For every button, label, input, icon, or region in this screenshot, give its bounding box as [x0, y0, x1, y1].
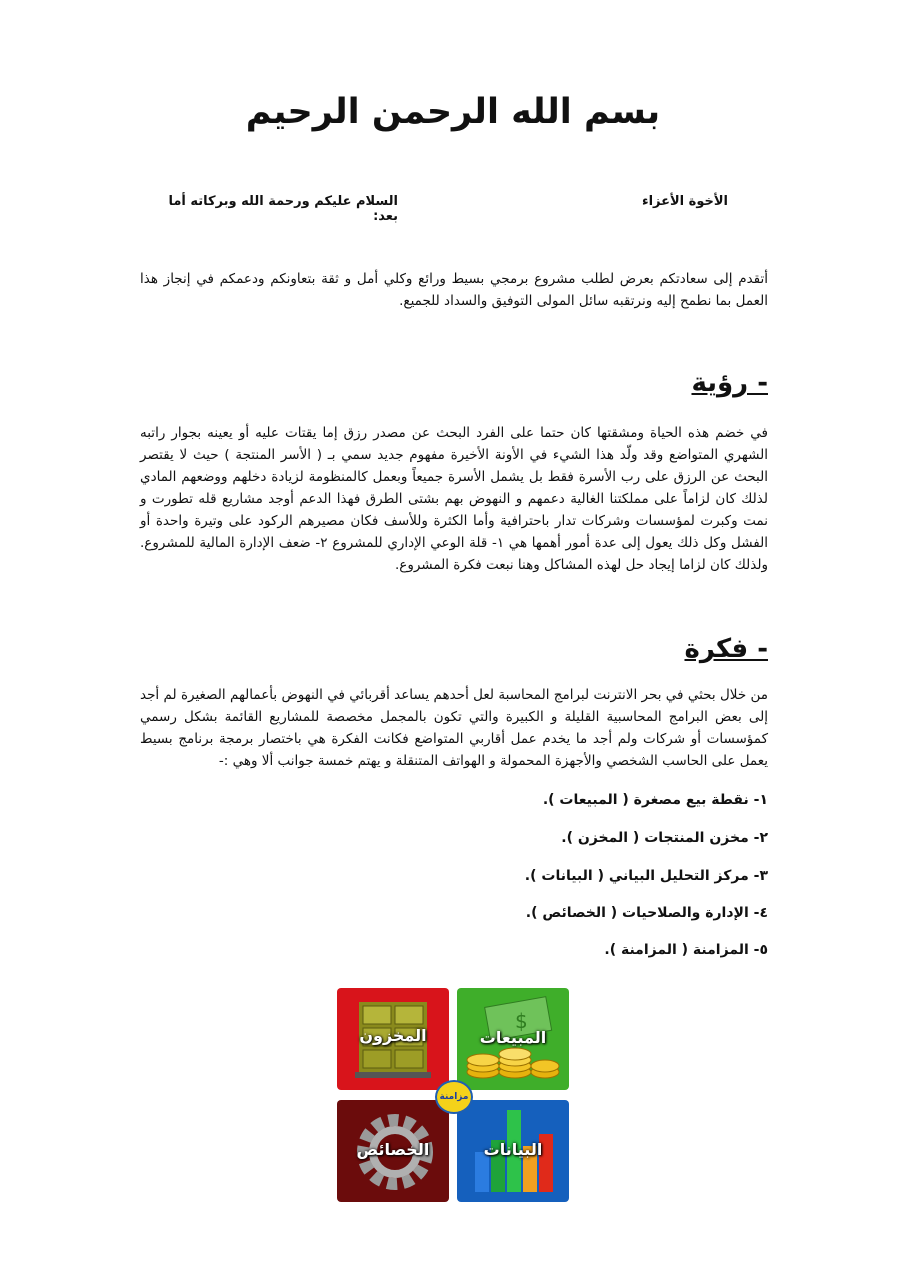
- sales-label: المبيعات: [479, 1028, 547, 1047]
- idea-heading: - فكرة: [684, 634, 768, 664]
- properties-tile: [337, 1100, 449, 1202]
- sync-badge: [435, 1080, 473, 1114]
- data-label: البيانات: [483, 1140, 543, 1159]
- list-item: ٤- الإدارة والصلاحيات ( الخصائص ).: [525, 905, 768, 921]
- properties-label: الخصائص: [356, 1140, 430, 1159]
- page-title: بسم الله الرحمن الرحيم: [245, 92, 661, 132]
- greeting-salutation: السلام عليكم ورحمة الله وبركاته أما بعد:: [168, 194, 398, 224]
- intro-paragraph: أتقدم إلى سعادتكم بعرض لطلب مشروع برمجي بسيط ورائع وكلي أمل و ثقة بتعاونكم ودعمكم في إنجاز هذا العمل بما نطمح إليه ونرتقبه سائل المولى التوفيق والسداد للجميع.: [140, 271, 768, 309]
- sync-label: مزامنة: [439, 1092, 469, 1102]
- vision-paragraph: في خضم هذه الحياة ومشقتها كان حتما على الفرد البحث عن مصدر رزق إما يقتات عليه أو يعينه بجوار راتبه الشهري المتواضع وقد ولّد هذا الشيء في الأونة الأخيرة مفهوم جديد سمي بـ ( الأسر المنتجة ) حيث لا يقتصر البحث عن الرزق على رب الأسرة فقط بل يشمل الأسرة جميعاً وبعمل كالمنظومة لزيادة دخلهم ووضعهم المادي لذلك كان لزاماً على مملكتنا الغالية دعمهم و النهوض بهم بشتى الطرق فهذا الدعم أوجد مشاريع قله تطورت و نمت وكبرت لمؤسسات وشركات تدار باحترافية وأما الكثرة وللأسف فكان مصيرهم الركود على وتيرة واحدة أو الفشل وكل ذلك يعول إلى عدة أمور أهمها هي ١- قلة الوعي الإداري للمشروع ٢- ضعف الإدارة المالية للمشروع. ولذلك كان لزاما إيجاد حل لهذه المشاكل وهنا نبعت فكرة المشروع.: [140, 425, 769, 573]
- list-item: ١- نقطة بيع مصغرة ( المبيعات ).: [542, 792, 768, 808]
- svg-text:$: $: [515, 1009, 528, 1033]
- idea-paragraph: من خلال بحثي في بحر الانترنت لبرامج المحاسبة لعل أحدهم يساعد أقربائي في النهوض بأعمالهم الصغيرة لم أجد إلى بعض البرامج المحاسبية القليلة و الكبيرة والتي تكون بالمجمل مخصصة للمشاريع القائمة بشكل رسمي كمؤسسات أو شركات ولم أجد ما يخدم عمل أقاربي المتواضع فكانت الفكرة هي باختصار برمجة برنامج بسيط يعمل على الحاسب الشخصي والأجهزة المحمولة و الهواتف المتنقلة و يهتم خمسة جوانب ألا وهي :-: [140, 687, 768, 769]
- greeting-addressee: الأخوة الأعزاء: [641, 194, 728, 209]
- data-tile: [457, 1100, 569, 1202]
- sales-tile: [457, 988, 569, 1090]
- list-item: ٢- مخزن المنتجات ( المخزن ).: [561, 830, 768, 846]
- vision-heading: - رؤية: [691, 368, 768, 398]
- modules-graphic: [337, 988, 569, 1204]
- list-item: ٥- المزامنة ( المزامنة ).: [604, 942, 768, 958]
- warehouse-tile: [337, 988, 449, 1090]
- warehouse-label: المخزون: [359, 1026, 427, 1045]
- list-item: ٣- مركز التحليل البياني ( البيانات ).: [524, 868, 768, 884]
